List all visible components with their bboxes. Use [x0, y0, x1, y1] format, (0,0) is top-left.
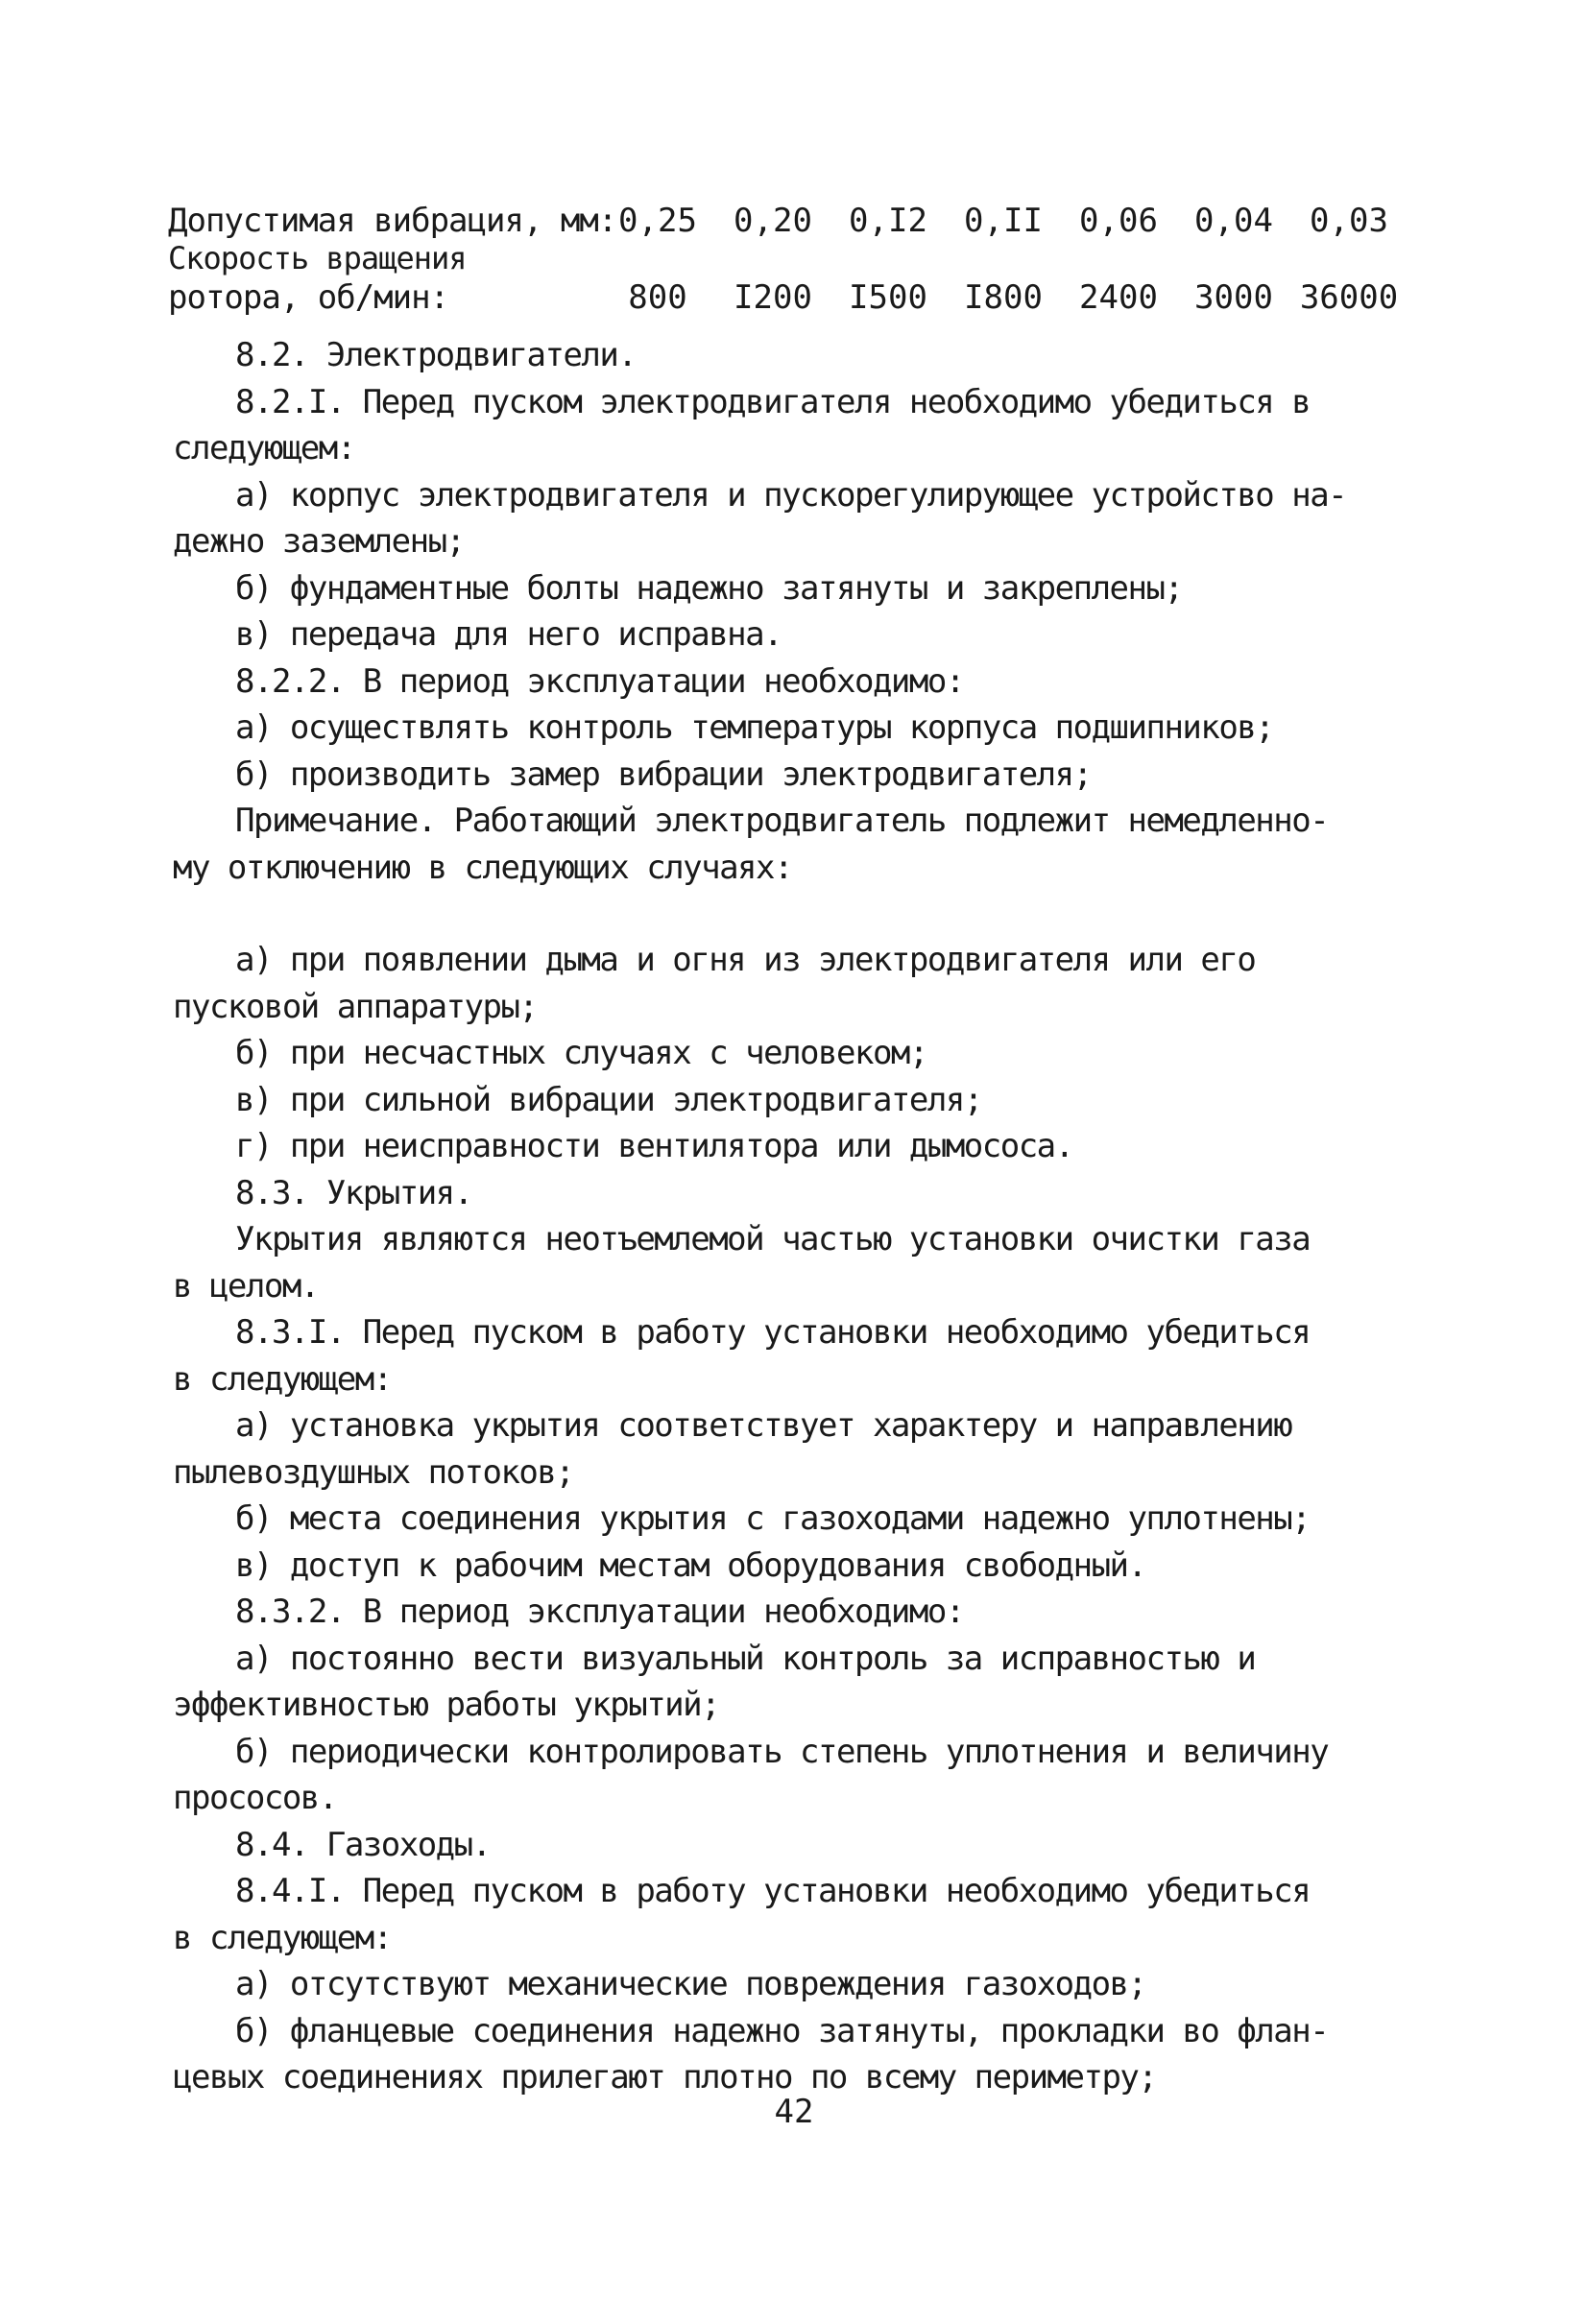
speed-label-line1: Скорость вращения	[168, 240, 467, 276]
paragraph-line: а) отсутствуют механические повреждения газоходов;	[235, 1965, 1146, 2003]
section-heading: 8.3. Укрытия.	[235, 1173, 472, 1212]
paragraph-line: б) при несчастных случаях с человеком;	[235, 1034, 927, 1072]
paragraph-line: в) доступ к рабочим местам оборудования свободный.	[235, 1545, 1146, 1585]
paragraph-line: в следующем:	[173, 1359, 392, 1399]
paragraph-line: 8.3.2. В период эксплуатации необходимо:	[235, 1593, 964, 1631]
paragraph-line: а) осуществлять контроль температуры корпуса подшипников;	[235, 708, 1274, 747]
paragraph-line: а) постоянно вести визуальный контроль за исправностью и	[235, 1639, 1256, 1678]
section-heading: 8.2. Электродвигатели.	[235, 336, 637, 374]
paragraph-line: б) производить замер вибрации электродвигателя;	[235, 755, 1092, 794]
paragraph-line: цевых соединениях прилегают плотно по всему периметру;	[173, 2058, 1157, 2096]
paragraph-line: г) при неисправности вентилятора или дымососа.	[235, 1127, 1073, 1165]
paragraph-line: а) установка укрытия соответствует характеру и направлению	[235, 1406, 1292, 1445]
paragraph-line: следующем:	[173, 429, 355, 467]
vibration-label: Допустимая вибрация, мм:	[168, 202, 617, 240]
paragraph-line: эффективностью работы укрытий;	[173, 1686, 720, 1724]
paragraph-line: Укрытия являются неотъемлемой частью установки очистки газа	[235, 1220, 1311, 1258]
speed-value: 36000	[1299, 278, 1399, 317]
speed-value: 2400	[1079, 278, 1158, 317]
speed-value: I500	[849, 278, 927, 317]
vibration-table	[168, 202, 1455, 323]
vibration-value: 0,II	[964, 202, 1043, 240]
speed-value: 3000	[1194, 278, 1273, 317]
vibration-value: 0,04	[1194, 202, 1273, 240]
paragraph-line: пусковой аппаратуры;	[173, 987, 538, 1026]
paragraph-line: б) периодически контролировать степень уплотнения и величину	[235, 1732, 1329, 1771]
paragraph-line: прососов.	[173, 1779, 337, 1817]
paragraph-line: 8.2.I. Перед пуском электродвигателя необходимо убедиться в	[235, 382, 1311, 421]
body-text	[173, 332, 1411, 2101]
speed-value: I200	[734, 278, 812, 317]
paragraph-line: в) при сильной вибрации электродвигателя;	[235, 1080, 982, 1119]
paragraph-line: дежно заземлены;	[173, 522, 465, 561]
paragraph-line: б) места соединения укрытия с газоходами надежно уплотнены;	[235, 1499, 1311, 1538]
vibration-value: 0,I2	[849, 202, 927, 240]
paragraph-line: 8.3.I. Перед пуском в работу установки необходимо убедиться	[235, 1313, 1311, 1352]
paragraph-line: в следующем:	[173, 1918, 392, 1957]
speed-value: 800	[628, 278, 687, 317]
speed-label-row	[168, 240, 1455, 278]
page-number: 42	[774, 2093, 814, 2131]
vibration-value: 0,06	[1079, 202, 1158, 240]
speed-value: I800	[964, 278, 1043, 317]
paragraph-line: а) корпус электродвигателя и пускорегулирующее устройство на-	[235, 475, 1347, 515]
vibration-value: 0,25	[618, 202, 697, 240]
paragraph-line: 8.4.I. Перед пуском в работу установки необходимо убедиться	[235, 1872, 1311, 1910]
paragraph-line: в) передача для него исправна.	[235, 615, 782, 654]
note-line: Примечание. Работающий электродвигатель подлежит немедленно-	[235, 802, 1329, 840]
vibration-value: 0,03	[1310, 202, 1388, 240]
vibration-value: 0,20	[734, 202, 812, 240]
speed-label: ротора, об/мин:	[168, 278, 449, 317]
paragraph-line: в целом.	[173, 1266, 319, 1306]
speed-row	[168, 278, 1455, 323]
paragraph-line: 8.2.2. В период эксплуатации необходимо:	[235, 661, 964, 701]
paragraph-line: б) фундаментные болты надежно затянуты и закреплены;	[235, 568, 1183, 608]
section-heading: 8.4. Газоходы.	[235, 1825, 491, 1864]
paragraph-line: пылевоздушных потоков;	[173, 1452, 574, 1492]
note-line: му отключению в следующих случаях:	[173, 848, 792, 887]
paragraph-line: б) фланцевые соединения надежно затянуты, прокладки во флан-	[235, 2011, 1329, 2050]
paragraph-line: а) при появлении дыма и огня из электродвигателя или его	[235, 941, 1256, 979]
